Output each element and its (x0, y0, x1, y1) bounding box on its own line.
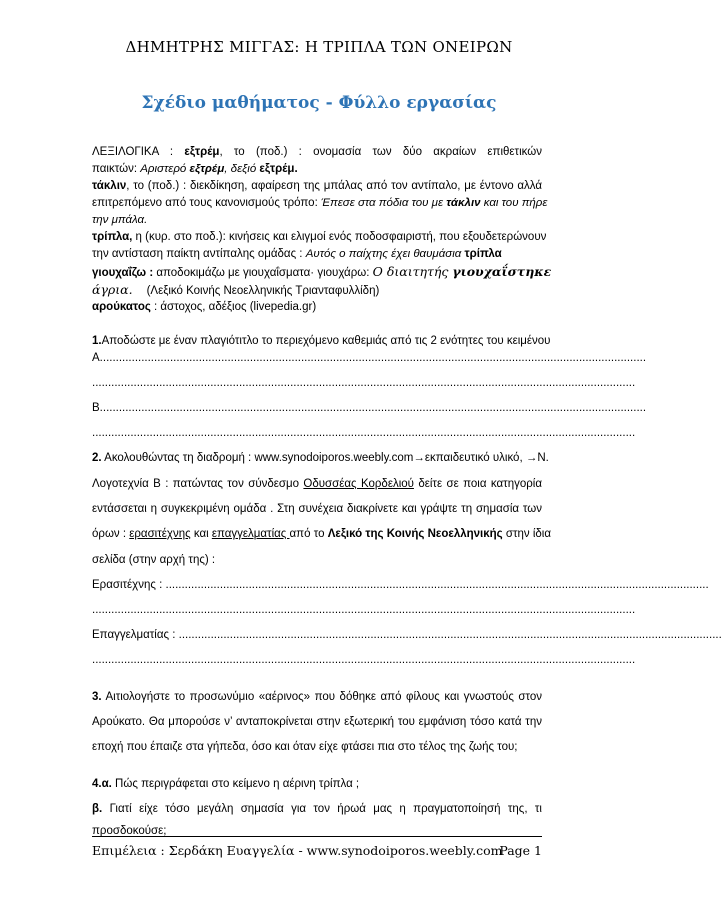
lexicon-line-5: την μπάλα. (92, 214, 148, 226)
lexicon-line-10: αρούκατος : άστοχος, αδέξιος (livepedia.gr) (92, 301, 317, 313)
question-3-line-3: εποχή που έπαιζε στα γήπεδα, όσο και όταν είχε φτάσει πια στο τέλος της ζωής του; (92, 741, 518, 753)
question-2-line-3: εντάσσεται η συγκεκριμένη ομάδα . Στη συνέχεια διακρίνετε και γράψτε τη σημασία των (92, 503, 542, 515)
question-2-line-4: όρων : ερασιτέχνης και επαγγελματίας από το Λεξικό της Κοινής Νεοελληνικής στην ίδια (92, 528, 551, 540)
answer-line-amateur[interactable]: Ερασιτέχνης : .......................................................................................................................................................................... (92, 579, 709, 591)
lexicon-line-9: άγρια. (Λεξικό Κοινής Νεοελληνικής Τριανταφυλλίδη) (92, 282, 380, 297)
page-title: Σχέδιο μαθήματος - Φύλλο εργασίας (141, 93, 497, 113)
page-footer (92, 843, 542, 858)
question-4a: 4.α. Πώς περιγράφεται στο κείμενο η αέρινη τρίπλα ; (92, 778, 360, 790)
lexicon-line-3: τάκλιν, το (ποδ.) : διεκδίκηση, αφαίρεση της μπάλας από τον αντίπαλο, με έντονο αλλά (92, 180, 542, 192)
lexicon-line-8: γιουχαΐζω : αποδοκιμάζω με γιουχαΐσματα· γιουχάρω: Ο διαιτητής γιουχαΐστηκε (92, 264, 552, 279)
footer-credit: Επιμέλεια : Σερδάκη Ευαγγελία - www.synodoiporos.weebly.com (92, 843, 503, 858)
answer-line-amateur-2[interactable]: .......................................................................................................................................................................... (92, 604, 636, 616)
answer-line-a[interactable]: Α........................................................................................................................................................................... (92, 352, 647, 364)
lexicon-line-1: ΛΕΞΙΛΟΓΙΚΑ : εξτρέμ, το (ποδ.) : ονομασία των δύο ακραίων επιθετικών (92, 146, 542, 158)
page-number: Page 1 (499, 843, 542, 858)
question-1-text: 1.Αποδώστε με έναν πλαγιότιτλο το περιεχόμενο καθεμιάς από τις 2 ενότητες του κειμένου (92, 335, 551, 347)
lexicon-line-4: επιτρεπόμενο από τους κανονισμούς τρόπο: Έπεσε στα πόδια του με τάκλιν και του πήρε (92, 197, 548, 209)
answer-line-a-2[interactable]: .......................................................................................................................................................................... (92, 377, 636, 389)
lexicon-line-2: παικτών: Αριστερό εξτρέμ, δεξιό εξτρέμ. (92, 163, 298, 175)
answer-line-b[interactable]: Β........................................................................................................................................................................... (92, 402, 647, 414)
lexicon-line-7: την αντίσταση παίκτη αντίπαλης ομάδας : Αυτός ο παίχτης έχει θαυμάσια τρίπλα (92, 248, 502, 260)
page-header: ΔΗΜΗΤΡΗΣ ΜΙΓΓΑΣ: Η ΤΡΙΠΛΑ ΤΩΝ ΟΝΕΙΡΩΝ (125, 38, 513, 56)
question-4b-line-2: προσδοκούσε; (92, 825, 167, 837)
answer-line-professional-2[interactable]: .......................................................................................................................................................................... (92, 654, 636, 666)
question-2-line-1: 2. Ακολουθώντας τη διαδρομή : www.synodoiporos.weebly.com→εκπαιδευτικό υλικό, →Ν. (92, 452, 549, 464)
answer-line-b-2[interactable]: .......................................................................................................................................................................... (92, 427, 636, 439)
question-3-line-1: 3. Αιτιολογήστε το προσωνύμιο «αέρινος» που δόθηκε από φίλους και γνωστούς στον (92, 691, 542, 703)
question-4b-line-1: β. Γιατί είχε τόσο μεγάλη σημασία για τον ήρωά μας η πραγματοποίησή της, τι (92, 803, 542, 815)
question-2-line-2: Λογοτεχνία Β : πατώντας τον σύνδεσμο Οδυσσέας Κορδελιού δείτε σε ποια κατηγορία (92, 478, 542, 490)
lexicon-line-6: τρίπλα, η (κυρ. στο ποδ.): κινήσεις και ελιγμοί ενός ποδοσφαιριστή, που εξουδετερώνουν (92, 231, 547, 243)
footer-rule (92, 836, 542, 837)
answer-line-professional[interactable]: Επαγγελματίας : .......................................................................................................................................................................... (92, 629, 722, 641)
question-3-line-2: Αρούκατο. Θα μπορούσε ν’ ανταποκρίνεται στην εξωτερική του εμφάνιση τόσο κατά την (92, 716, 542, 728)
question-2-line-5: σελίδα (στην αρχή της) : (92, 554, 216, 566)
